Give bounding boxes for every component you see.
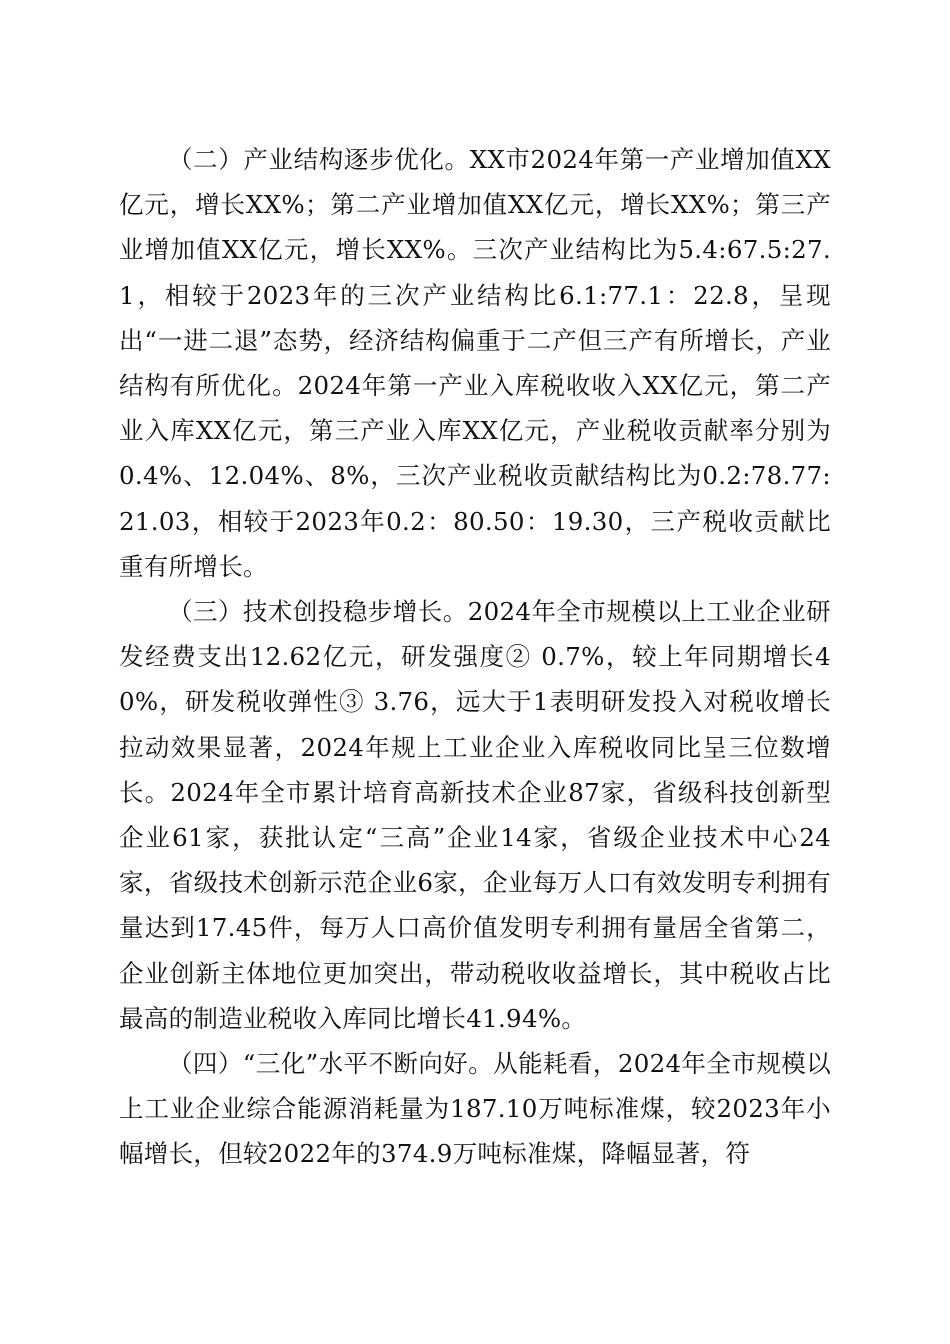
paragraph-text-industrial-structure: XX市2024年第一产业增加值XX亿元，增长XX%；第二产业增加值XX亿元，增长XX%；第三产业增加值XX亿元，增长XX%。三次产业结构比为5.4:67.5:27.1，相较于2023年的三次产业结构比6.1:77.1：22.8，呈现出“一进二退”态势，经济结构偏重于二产但三产有所增长，产业结构有所优化。2024年第一产业入库税收收入XX亿元，第二产业入库XX亿元，第三产业入库XX亿元，产业税收贡献率分别为0.4%、12.04%、8%，三次产业税收贡献结构比为0.2:78.77:21.03，相较于2023年0.2：80.50：19.30，三产税收贡献比重有所增长。 [119,145,831,581]
section-heading-tech-innovation: （三）技术创投稳步增长。 [168,597,468,627]
paragraph-text-three-modernizations: 从能耗看，2024年全市规模以上工业企业综合能源消耗量为187.10万吨标准煤，较2023年小幅增长，但较2022年的374.9万吨标准煤，降幅显著，符 [119,1049,831,1169]
section-heading-industrial-structure: （二）产业结构逐步优化。 [168,145,470,174]
paragraph-tech-innovation [119,589,831,1041]
paragraph-three-modernizations [119,1041,831,1177]
section-heading-three-modernizations: （四）“三化”水平不断向好。 [168,1049,494,1079]
document-body [119,137,831,1177]
paragraph-text-tech-innovation: 2024年全市规模以上工业企业研发经费支出12.62亿元，研发强度② 0.7%，较上年同期增长40%，研发税收弹性③ 3.76，远大于1表明研发投入对税收增长拉动效果显著，2024年规上工业企业入库税收同比呈三位数增长。2024年全市累计培育高新技术企业87家，省级科技创新型企业61家，获批认定“三高”企业14家，省级企业技术中心24家，省级技术创新示范企业6家，企业每万人口有效发明专利拥有量达到17.45件，每万人口高价值发明专利拥有量居全省第二，企业创新主体地位更加突出，带动税收收益增长，其中税收占比最高的制造业税收入库同比增长41.94%。 [119,597,831,1033]
paragraph-industrial-structure [119,137,831,589]
